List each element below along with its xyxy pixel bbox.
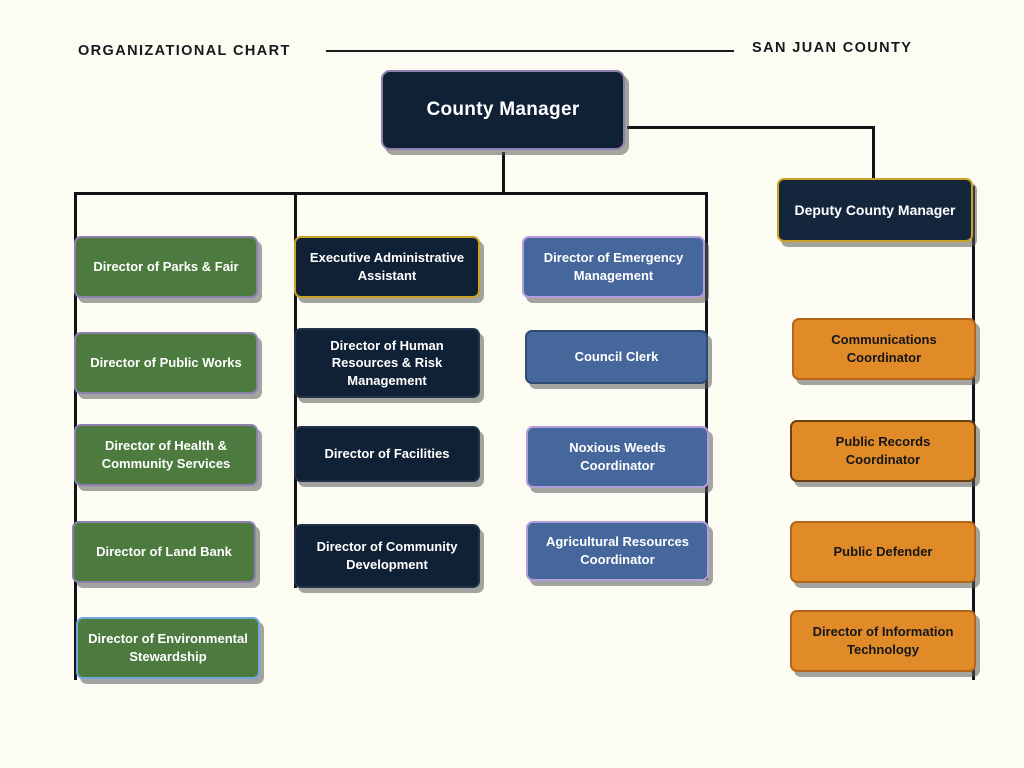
node-parks-fair[interactable] (74, 236, 258, 298)
node-information-technology[interactable] (790, 610, 976, 672)
connector-root-stem (502, 152, 505, 194)
node-label: Deputy County Manager (794, 201, 956, 218)
node-label: Executive Administrative Assistant (309, 250, 465, 283)
node-label: Director of Community Development (316, 539, 458, 572)
node-label: Noxious Weeds Coordinator (569, 440, 666, 473)
page-title-left: ORGANIZATIONAL CHART (78, 43, 291, 59)
node-environmental-stewardship[interactable] (76, 617, 260, 679)
node-label: County Manager (426, 99, 580, 121)
node-label: Director of Public Works (90, 355, 242, 371)
node-label: Director of Human Resources & Risk Management (330, 337, 444, 388)
node-label: Communications Coordinator (831, 332, 937, 365)
node-health-community-services[interactable] (74, 424, 258, 486)
node-hr-risk-management[interactable] (294, 328, 480, 398)
node-public-records-coordinator[interactable] (790, 420, 976, 482)
connector-root-right (627, 126, 875, 129)
node-label: Public Defender (833, 544, 933, 560)
node-communications-coordinator[interactable] (792, 318, 976, 380)
node-executive-administrative-assistant[interactable] (294, 236, 480, 298)
node-label: Public Records Coordinator (835, 434, 931, 467)
node-label: Council Clerk (574, 349, 659, 365)
connector-left-bus (74, 192, 708, 195)
node-facilities[interactable] (294, 426, 480, 482)
node-land-bank[interactable] (72, 521, 256, 583)
node-label: Director of Information Technology (812, 624, 954, 657)
node-label: Director of Emergency Management (543, 250, 684, 283)
node-public-works[interactable] (74, 332, 258, 394)
node-community-development[interactable] (294, 524, 480, 588)
node-label: Director of Health & Community Services (101, 438, 231, 471)
node-agricultural-resources-coordinator[interactable] (526, 521, 709, 581)
node-emergency-management[interactable] (522, 236, 705, 298)
node-county-manager[interactable] (381, 70, 625, 150)
node-label: Director of Parks & Fair (93, 259, 239, 275)
node-label: Director of Facilities (324, 446, 450, 462)
node-council-clerk[interactable] (525, 330, 708, 384)
node-label: Director of Land Bank (96, 544, 232, 560)
node-label: Agricultural Resources Coordinator (545, 534, 690, 567)
node-noxious-weeds-coordinator[interactable] (526, 426, 709, 488)
connector-deputy-stem (872, 126, 875, 186)
header-divider (326, 50, 734, 52)
node-deputy-county-manager[interactable] (777, 178, 973, 242)
page-title-right: SAN JUAN COUNTY (752, 40, 913, 56)
node-public-defender[interactable] (790, 521, 976, 583)
node-label: Director of Environmental Stewardship (88, 631, 248, 664)
